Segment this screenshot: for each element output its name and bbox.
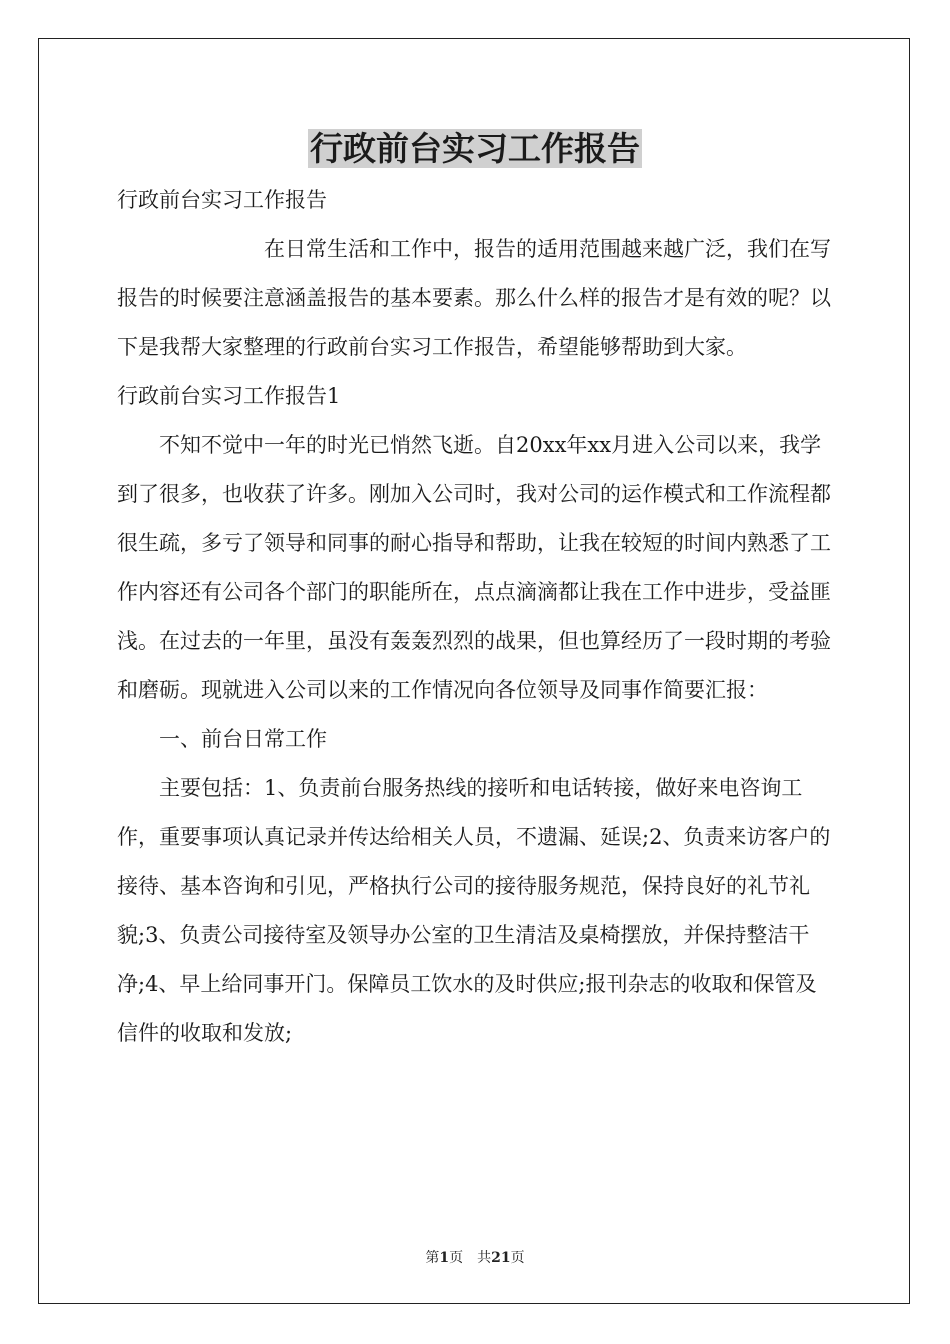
total-unit: 页 (510, 1250, 525, 1266)
page-current: 1 (439, 1250, 450, 1266)
body-paragraph: 不知不觉中一年的时光已悄然飞逝。自20xx年xx月进入公司以来，我学到了很多，也收获了许多。刚加入公司时，我对公司的运作模式和工作流程都很生疏，多亏了领导和同事的耐心指导和帮助，让我在较短的时间内熟悉了工作内容还有公司各个部门的职能所在，点点滴滴都让我在工作中进步，受益匪浅。在过去的一年里，虽没有轰轰烈烈的战果，但也算经历了一段时期的考验和磨砺。现就进入公司以来的工作情况向各位领导及同事作简要汇报： (117, 433, 831, 702)
intro-paragraph: 在日常生活和工作中，报告的适用范围越来越广泛，我们在写报告的时候要注意涵盖报告的基本要素。那么什么样的报告才是有效的呢？以下是我帮大家整理的行政前台实习工作报告，希望能够帮助到大家。 (117, 237, 831, 359)
page-unit: 页 (449, 1250, 464, 1266)
page-prefix: 第 (425, 1250, 440, 1266)
document-subtitle: 行政前台实习工作报告 (117, 188, 327, 212)
total-prefix: 共 (477, 1250, 492, 1266)
document-title-text: 行政前台实习工作报告 (310, 129, 640, 168)
document-body (117, 176, 833, 1058)
document-title (0, 126, 950, 172)
section-title: 行政前台实习工作报告1 (117, 384, 341, 408)
body-paragraph-duties: 主要包括：1、负责前台服务热线的接听和电话转接，做好来电咨询工作，重要事项认真记录并传达给相关人员，不遗漏、延误;2、负责来访客户的接待、基本咨询和引见，严格执行公司的接待服务规范，保持良好的礼节礼貌;3、负责公司接待室及领导办公室的卫生清洁及桌椅摆放，并保持整洁干净;4、早上给同事开门。保障员工饮水的及时供应;报刊杂志的收取和保管及信件的收取和发放; (117, 776, 831, 1045)
section-heading: 一、前台日常工作 (159, 727, 327, 751)
page-total: 21 (491, 1250, 511, 1266)
page-footer (0, 1248, 950, 1268)
